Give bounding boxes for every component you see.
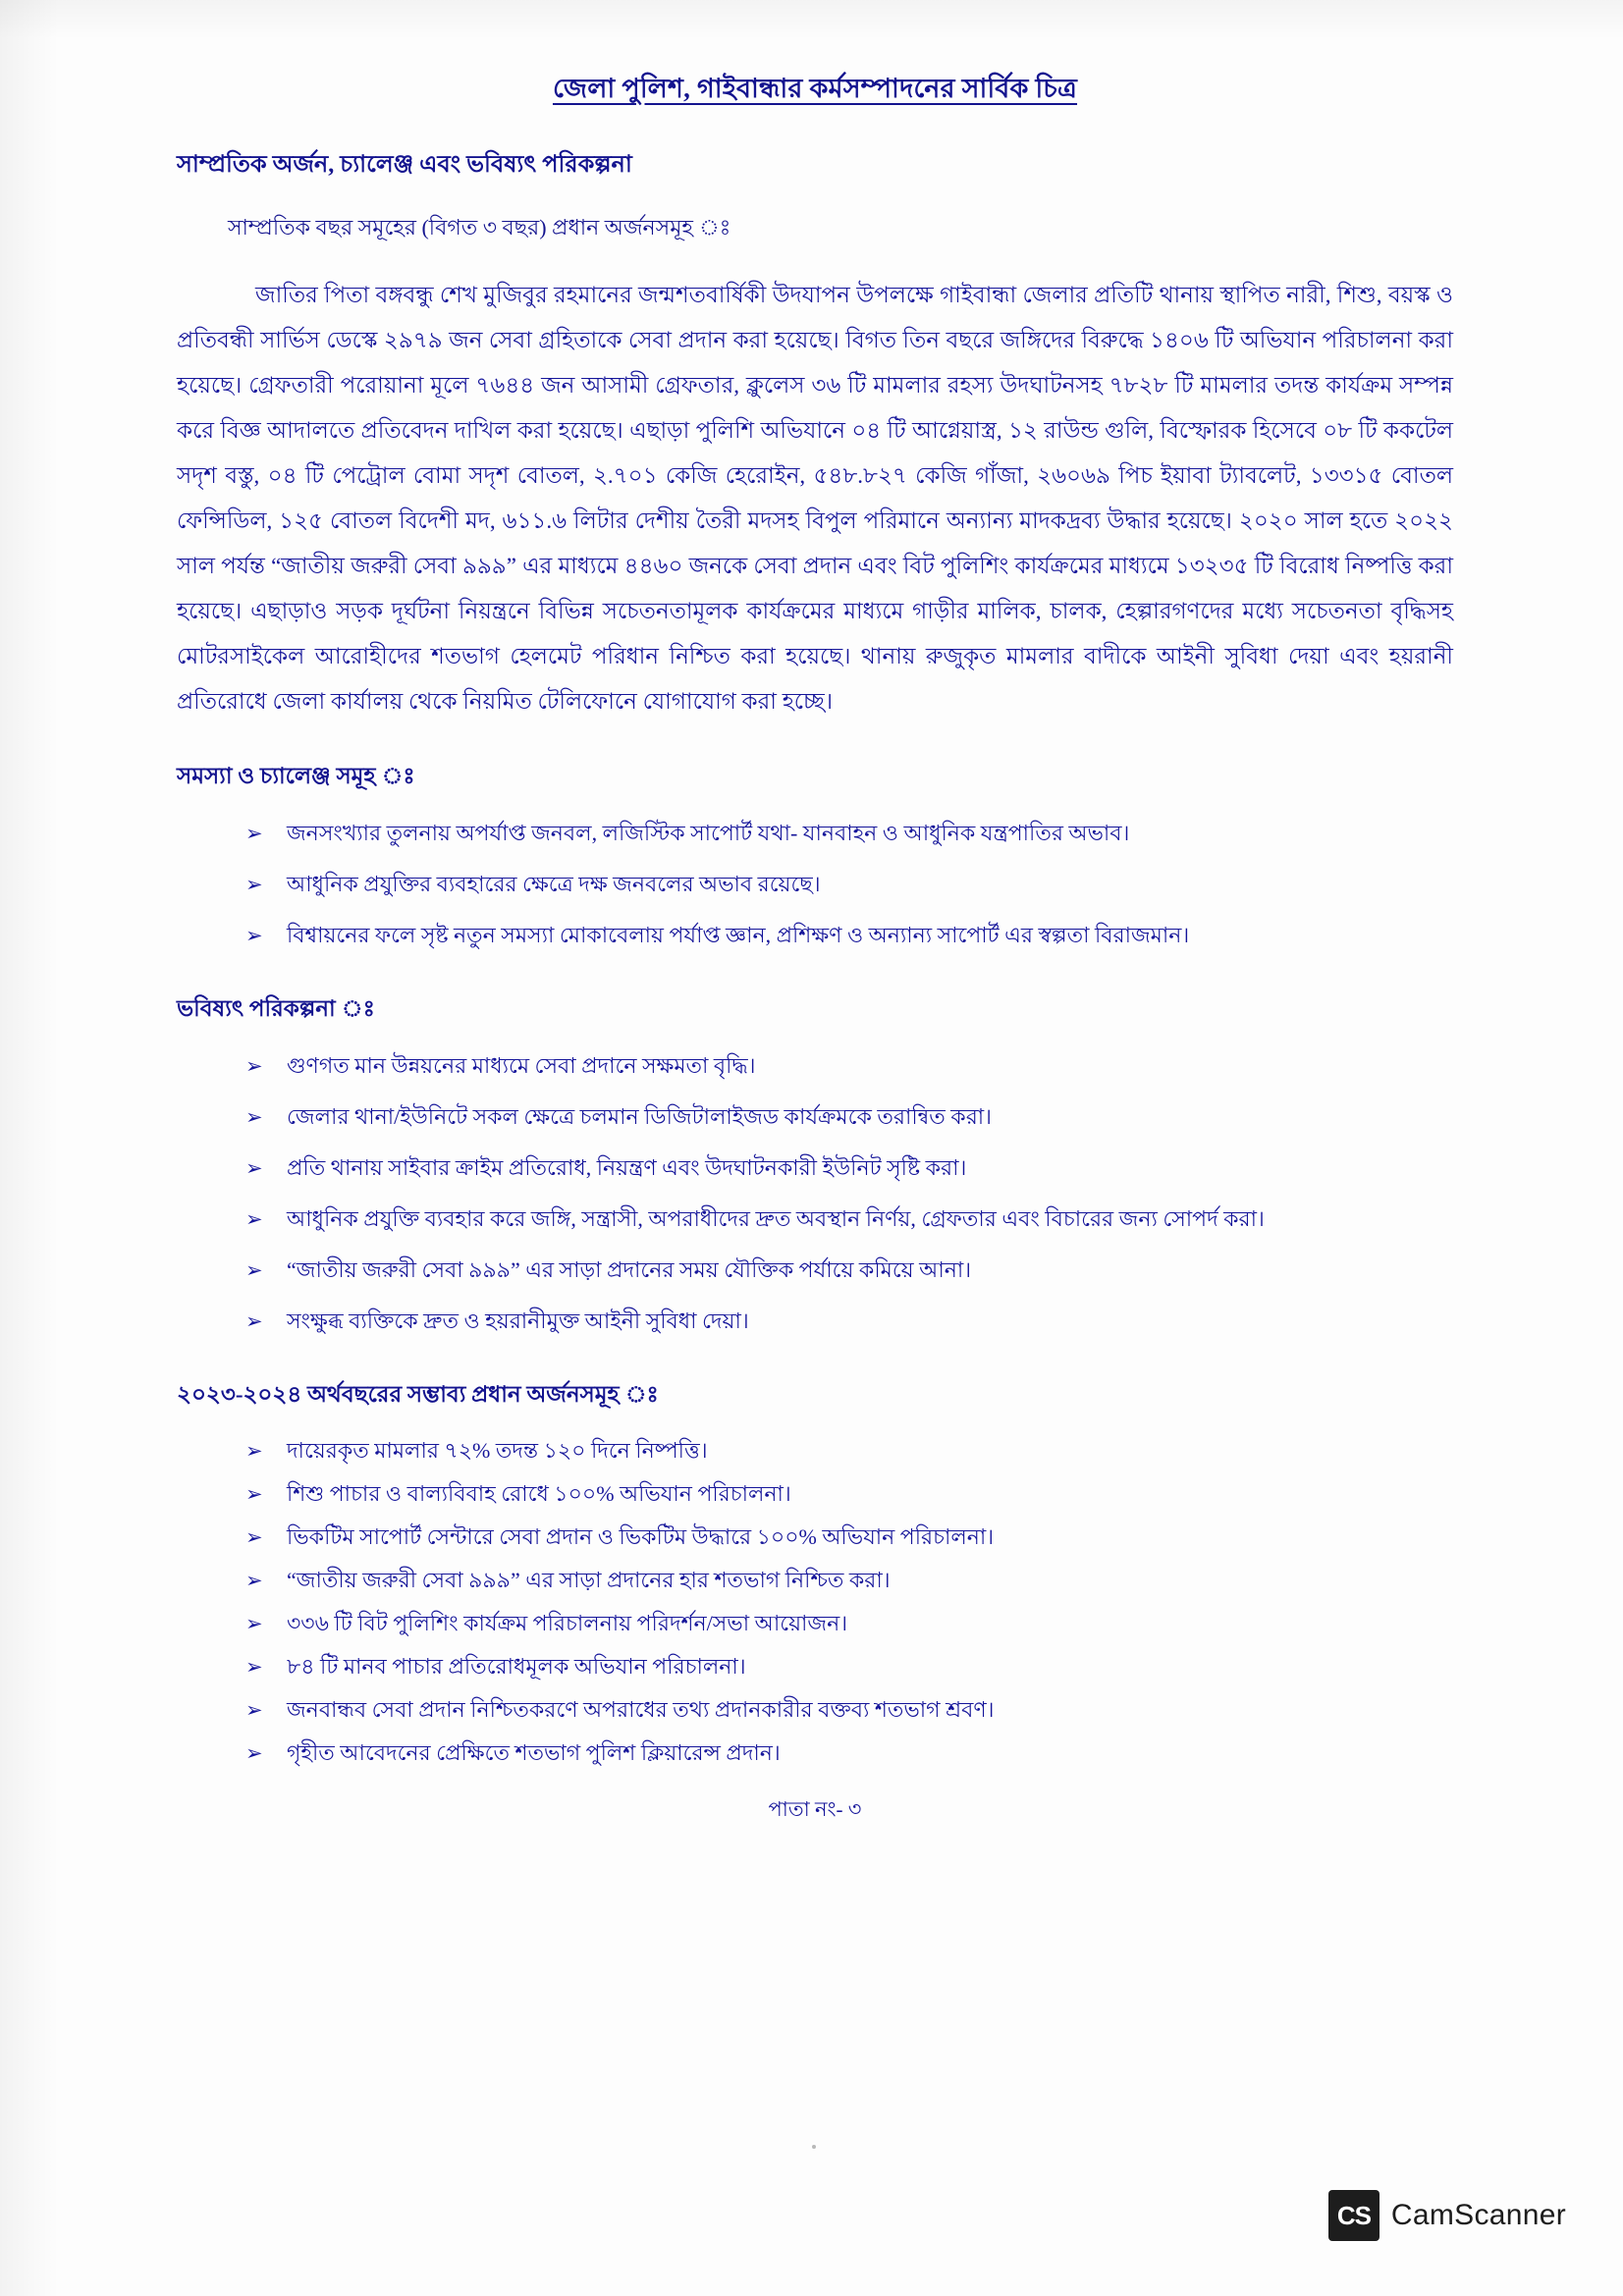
list-item-text: “জাতীয় জরুরী সেবা ৯৯৯” এর সাড়া প্রদানের সময় যৌক্তিক পর্যায়ে কমিয়ে আনা। (287, 1257, 972, 1282)
list-item-text: আধুনিক প্রযুক্তি ব্যবহার করে জঙ্গি, সন্ত্রাসী, অপরাধীদের দ্রুত অবস্থান নির্ণয়, গ্রেফতার এবং বিচারের জন্য সোপর্দ করা। (287, 1206, 1265, 1231)
page-number: পাতা নং- ৩ (768, 1797, 862, 1821)
challenges-heading: সমস্যা ও চ্যালেঞ্জ সমূহ ঃ (177, 764, 415, 788)
arrow-bullet-icon: ➢ (245, 822, 263, 845)
list-item (245, 865, 1453, 904)
list-item (245, 1097, 1453, 1137)
arrow-bullet-icon: ➢ (245, 1698, 263, 1722)
arrow-bullet-icon: ➢ (245, 1105, 263, 1129)
list-item-text: ৩৩৬ টি বিট পুলিশিং কার্যক্রম পরিচালনায় পরিদর্শন/সভা আয়োজন। (287, 1611, 848, 1635)
page-edge-shadow-left (0, 0, 59, 2296)
document-body (177, 39, 1453, 2120)
camscanner-logo-icon: CS (1328, 2190, 1380, 2241)
list-item (245, 1251, 1453, 1290)
arrow-bullet-icon: ➢ (245, 1655, 263, 1679)
list-item (245, 1648, 1453, 1685)
list-item (245, 1562, 1453, 1599)
arrow-bullet-icon: ➢ (245, 1569, 263, 1592)
list-item-text: ৮৪ টি মানব পাচার প্রতিরোধমূলক অভিযান পরিচালনা। (287, 1654, 746, 1679)
list-item-text: গৃহীত আবেদনের প্রেক্ষিতে শতভাগ পুলিশ ক্লিয়ারেন্স প্রদান। (287, 1740, 781, 1765)
list-item (245, 1046, 1453, 1086)
list-item (245, 1432, 1453, 1469)
list-item-text: ভিকটিম সাপোর্ট সেন্টারে সেবা প্রদান ও ভিকটিম উদ্ধারে ১০০% অভিযান পরিচালনা। (287, 1524, 995, 1549)
challenges-list (177, 814, 1453, 955)
list-item-text: প্রতি থানায় সাইবার ক্রাইম প্রতিরোধ, নিয়ন্ত্রণ এবং উদঘাটনকারী ইউনিট সৃষ্টি করা। (287, 1155, 967, 1180)
arrow-bullet-icon: ➢ (245, 1309, 263, 1333)
list-item-text: সংক্ষুব্ধ ব্যক্তিকে দ্রুত ও হয়রানীমুক্ত আইনী সুবিধা দেয়া। (287, 1308, 749, 1333)
list-item-text: জেলার থানা/ইউনিটে সকল ক্ষেত্রে চলমান ডিজিটালাইজড কার্যক্রমকে তরান্বিত করা। (287, 1104, 993, 1129)
arrow-bullet-icon: ➢ (245, 1525, 263, 1549)
list-item-text: গুণগত মান উন্নয়নের মাধ্যমে সেবা প্রদানে সক্ষমতা বৃদ্ধি। (287, 1053, 756, 1078)
section-heading: সাম্প্রতিক অর্জন, চ্যালেঞ্জ এবং ভবিষ্যৎ পরিকল্পনা (177, 152, 632, 178)
scan-artifact-dot (812, 2145, 816, 2149)
arrow-bullet-icon: ➢ (245, 1482, 263, 1506)
list-item-text: দায়েরকৃত মামলার ৭২% তদন্ত ১২০ দিনে নিষ্পত্তি। (287, 1438, 708, 1463)
next-year-list (177, 1432, 1453, 1772)
list-item-text: শিশু পাচার ও বাল্যবিবাহ রোধে ১০০% অভিযান পরিচালনা। (287, 1481, 791, 1506)
arrow-bullet-icon: ➢ (245, 1207, 263, 1231)
page-title: জেলা পুলিশ, গাইবান্ধার কর্মসম্পাদনের সার্বিক চিত্র (552, 74, 1078, 103)
future-plan-heading: ভবিষ্যৎ পরিকল্পনা ঃ (177, 996, 375, 1021)
list-item (245, 1605, 1453, 1642)
list-item (245, 1148, 1453, 1188)
list-item-text: জনসংখ্যার তুলনায় অপর্যাপ্ত জনবল, লজিস্টিক সাপোর্ট যথা- যানবাহন ও আধুনিক যন্ত্রপাতির অভাব। (287, 821, 1130, 845)
list-item (245, 916, 1453, 955)
list-item-text: “জাতীয় জরুরী সেবা ৯৯৯” এর সাড়া প্রদানের হার শতভাগ নিশ্চিত করা। (287, 1568, 891, 1592)
list-item-text: আধুনিক প্রযুক্তির ব্যবহারের ক্ষেত্রে দক্ষ জনবলের অভাব রয়েছে। (287, 872, 821, 896)
list-item (245, 1735, 1453, 1772)
page-edge-shadow-top (0, 0, 1623, 39)
list-item-text: বিশ্বায়নের ফলে সৃষ্ট নতুন সমস্যা মোকাবেলায় পর্যাপ্ত জ্ঞান, প্রশিক্ষণ ও অন্যান্য সাপোর্ট এর স্বল্পতা বিরাজমান। (287, 923, 1190, 947)
arrow-bullet-icon: ➢ (245, 1156, 263, 1180)
list-item (245, 1200, 1453, 1239)
main-paragraph: জাতির পিতা বঙ্গবন্ধু শেখ মুজিবুর রহমানের জন্মশতবার্ষিকী উদযাপন উপলক্ষে গাইবান্ধা জেলার প্রতিটি থানায় স্থাপিত নারী, শিশু, বয়স্ক ও প্রতিবন্ধী সার্ভিস ডেস্কে ২৯৭৯ জন সেবা গ্রহিতাকে সেবা প্রদান করা হয়েছে। বিগত তিন বছরে জঙ্গিদের বিরুদ্ধে ১৪০৬ টি অভিযান পরিচালনা করা হয়েছে। গ্রেফতারী পরোয়ানা মূলে ৭৬৪৪ জন আসামী গ্রেফতার, ক্লুলেস ৩৬ টি মামলার রহস্য উদঘাটনসহ ৭৮২৮ টি মামলার তদন্ত কার্যক্রম সম্পন্ন করে বিজ্ঞ আদালতে প্রতিবেদন দাখিল করা হয়েছে। এছাড়া পুলিশি অভিযানে ০৪ টি আগ্নেয়াস্ত্র, ১২ রাউন্ড গুলি, বিস্ফোরক হিসেবে ০৮ টি ককটেল সদৃশ বস্তু, ০৪ টি পেট্রোল বোমা সদৃশ বোতল, ২.৭০১ কেজি হেরোইন, ৫৪৮.৮২৭ কেজি গাঁজা, ২৬০৬৯ পিচ ইয়াবা ট্যাবলেট, ১৩৩১৫ বোতল ফেন্সিডিল, ১২৫ বোতল বিদেশী মদ, ৬১১.৬ লিটার দেশীয় তৈরী মদসহ বিপুল পরিমানে অন্যান্য মাদকদ্রব্য উদ্ধার হয়েছে। ২০২০ সাল হতে ২০২২ সাল পর্যন্ত “জাতীয় জরুরী সেবা ৯৯৯” এর মাধ্যমে ৪৪৬০ জনকে সেবা প্রদান এবং বিট পুলিশিং কার্যক্রমের মাধ্যমে ১৩২৩৫ টি বিরোধ নিষ্পত্তি করা হয়েছে। এছাড়াও সড়ক দূর্ঘটনা নিয়ন্ত্রনে বিভিন্ন সচেতনতামূলক কার্যক্রমের মাধ্যমে গাড়ীর মালিক, চালক, হেল্পারগণদের মধ্যে সচেতনতা বৃদ্ধিসহ মোটরসাইকেল আরোহীদের শতভাগ হেলমেট পরিধান নিশ্চিত করা হয়েছে। থানায় রুজুকৃত মামলার বাদীকে আইনী সুবিধা দেয়া এবং হয়রানী প্রতিরোধে জেলা কার্যালয় থেকে নিয়মিত টেলিফোনে যোগাযোগ করা হচ্ছে। (177, 283, 1453, 714)
arrow-bullet-icon: ➢ (245, 1439, 263, 1463)
list-item (245, 1302, 1453, 1341)
list-item (245, 1475, 1453, 1513)
next-year-heading: ২০২৩-২০২৪ অর্থবছরের সম্ভাব্য প্রধান অর্জনসমূহ ঃ (177, 1382, 659, 1407)
camscanner-label: CamScanner (1390, 2199, 1566, 2231)
list-item (245, 814, 1453, 853)
arrow-bullet-icon: ➢ (245, 1054, 263, 1078)
list-item (245, 1691, 1453, 1729)
arrow-bullet-icon: ➢ (245, 924, 263, 947)
list-item-text: জনবান্ধব সেবা প্রদান নিশ্চিতকরণে অপরাধের তথ্য প্রদানকারীর বক্তব্য শতভাগ শ্রবণ। (287, 1697, 995, 1722)
arrow-bullet-icon: ➢ (245, 1612, 263, 1635)
future-plan-list (177, 1046, 1453, 1341)
arrow-bullet-icon: ➢ (245, 1741, 263, 1765)
camscanner-watermark (1328, 2190, 1566, 2241)
arrow-bullet-icon: ➢ (245, 1258, 263, 1282)
arrow-bullet-icon: ➢ (245, 873, 263, 896)
list-item (245, 1519, 1453, 1556)
sub-heading: সাম্প্রতিক বছর সমূহের (বিগত ৩ বছর) প্রধান অর্জনসমূহ ঃ (228, 215, 731, 240)
